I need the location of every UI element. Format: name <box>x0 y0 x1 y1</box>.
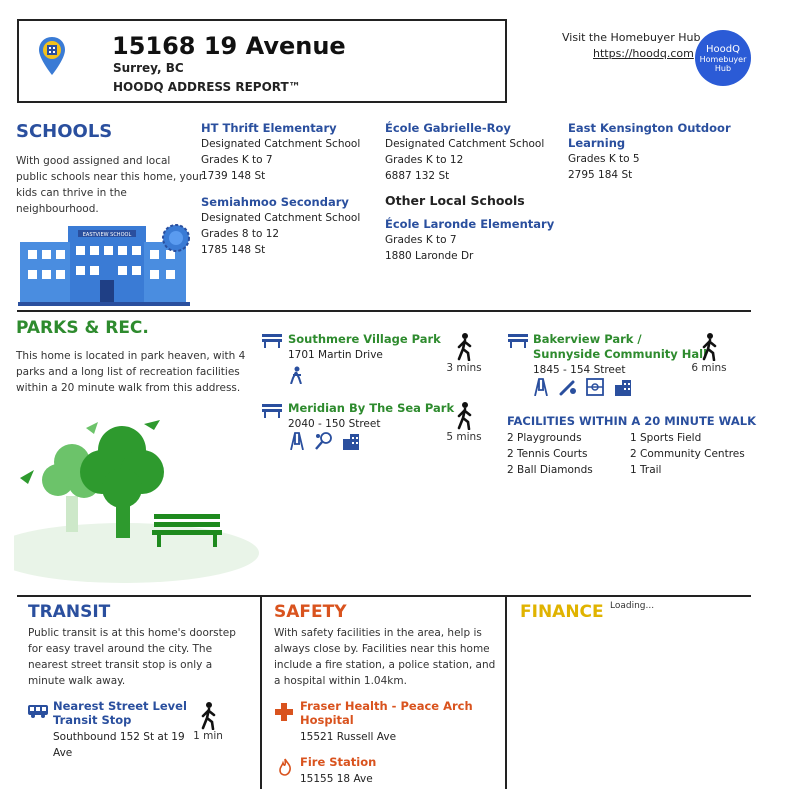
location-pin-icon <box>37 35 67 77</box>
hospital-address: 15521 Russell Ave <box>300 731 397 743</box>
school-card-semiahmoo[interactable] <box>201 195 371 258</box>
parks-description: This home is located in park heaven, with 4 parks and a long list of recreation facilities within a 20 minute walk from this address. <box>16 350 246 394</box>
report-title: HOODQ ADDRESS REPORT™ <box>113 80 301 94</box>
transit-stop-detail-line1: Southbound 152 St at 19 <box>53 731 185 743</box>
bus-icon <box>28 704 48 718</box>
baseball-icon <box>559 378 577 396</box>
tennis-icon <box>315 432 333 450</box>
park-name[interactable]: Southmere Village Park <box>288 332 441 346</box>
park-trees-illustration <box>14 418 264 588</box>
section-divider <box>17 310 751 312</box>
schools-title: SCHOOLS <box>16 121 113 142</box>
transit-stop-title-line1[interactable]: Nearest Street Level <box>53 699 187 713</box>
park-name-line2[interactable]: Sunnyside Community Hall <box>533 347 708 361</box>
transit-stop-detail-line2: Ave <box>53 747 73 759</box>
bench-icon <box>262 404 282 418</box>
walking-icon <box>700 333 718 361</box>
hospital-name-line2[interactable]: Hospital <box>300 713 354 727</box>
parks-title: PARKS & REC. <box>16 318 149 338</box>
swing-icon <box>533 378 549 396</box>
sports-field-icon <box>586 378 604 396</box>
park-facility-icons <box>289 432 366 453</box>
hospital-name-line1[interactable]: Fraser Health - Peace Arch <box>300 699 473 713</box>
bottom-divider <box>17 595 751 597</box>
walk-time: 5 mins <box>446 431 482 443</box>
hub-label: Visit the Homebuyer Hub <box>562 31 701 44</box>
school-type: Designated Catchment School <box>201 212 361 224</box>
school-grades: Grades K to 12 <box>385 154 464 166</box>
school-grades: Grades 8 to 12 <box>201 228 280 240</box>
column-divider <box>260 597 262 789</box>
hospital-cross-icon <box>274 702 294 722</box>
school-name-line1[interactable]: East Kensington Outdoor <box>568 121 731 135</box>
transit-stop-title-line2[interactable]: Transit Stop <box>53 713 132 727</box>
transit-description: Public transit is at this home's doorstep for easy travel around the city. The nearest street transit stop is only a minute walk away. <box>28 627 236 687</box>
fire-icon <box>278 758 292 776</box>
school-name[interactable]: HT Thrift Elementary <box>201 121 337 135</box>
badge-line1: HoodQ <box>706 44 740 55</box>
finance-loading: Loading... <box>610 601 655 611</box>
school-address: 1880 Laronde Dr <box>385 250 474 262</box>
park-address: 2040 - 150 Street <box>288 418 381 430</box>
school-address: 1785 148 St <box>201 244 266 256</box>
swing-icon <box>289 432 305 450</box>
address-header-box <box>17 19 507 103</box>
schools-description: With good assigned and local public schools near this home, your kids can thrive in the neighbourhood. <box>16 155 204 215</box>
school-card-gabrielle-roy[interactable] <box>385 121 555 184</box>
facility-playgrounds: 2 Playgrounds <box>507 432 582 444</box>
school-type: Designated Catchment School <box>385 138 545 150</box>
school-type: Designated Catchment School <box>201 138 361 150</box>
walking-icon <box>199 702 217 730</box>
building-sign: EASTVIEW SCHOOL <box>82 232 132 238</box>
fire-station-address: 15155 18 Ave <box>300 773 373 785</box>
school-address: 2795 184 St <box>568 169 633 181</box>
facility-ball-diamonds: 2 Ball Diamonds <box>507 464 593 476</box>
bench-icon <box>508 334 528 348</box>
badge-line3: Hub <box>714 64 732 73</box>
school-card-ht-thrift[interactable] <box>201 121 371 184</box>
school-name[interactable]: École Gabrielle-Roy <box>385 121 511 135</box>
column-divider <box>505 597 507 789</box>
facility-trail: 1 Trail <box>630 464 662 476</box>
walk-time: 3 mins <box>446 362 482 374</box>
school-card-east-kensington[interactable] <box>568 121 748 183</box>
park-name[interactable]: Meridian By The Sea Park <box>288 401 455 415</box>
school-name-line2[interactable]: Learning <box>568 136 626 150</box>
other-schools-title: Other Local Schools <box>385 193 525 208</box>
school-building-illustration <box>18 218 198 308</box>
park-facility-icons <box>533 378 638 399</box>
school-grades: Grades K to 5 <box>568 153 640 165</box>
school-name[interactable]: École Laronde Elementary <box>385 217 555 231</box>
park-address: 1701 Martin Drive <box>288 349 383 361</box>
walk-time: 1 min <box>193 730 223 742</box>
playground-icon <box>289 366 303 384</box>
community-centre-icon <box>342 432 360 450</box>
transit-title: TRANSIT <box>28 602 111 622</box>
safety-description: With safety facilities in the area, help is always close by. Facilities near this home include a fire station, a police station, and a hospital within 1.04km. <box>274 627 496 687</box>
hub-badge[interactable] <box>695 30 751 86</box>
community-centre-icon <box>614 378 632 396</box>
bench-icon <box>262 334 282 348</box>
park-address: 1845 - 154 Street <box>533 364 626 376</box>
facility-tennis: 2 Tennis Courts <box>507 448 588 460</box>
hub-link[interactable]: https://hoodq.com <box>593 47 694 60</box>
school-address: 6887 132 St <box>385 170 450 182</box>
facility-community-centres: 2 Community Centres <box>630 448 745 460</box>
facility-sports-field: 1 Sports Field <box>630 432 702 444</box>
finance-title: FINANCE <box>520 602 604 622</box>
badge-line2: Homebuyer <box>699 55 747 64</box>
walk-time: 6 mins <box>691 362 727 374</box>
park-name-line1[interactable]: Bakerview Park / <box>533 332 642 346</box>
address-city: Surrey, BC <box>113 61 184 75</box>
school-name[interactable]: Semiahmoo Secondary <box>201 195 349 209</box>
walking-icon <box>455 402 473 430</box>
school-address: 1739 148 St <box>201 170 266 182</box>
school-grades: Grades K to 7 <box>201 154 273 166</box>
fire-station-name[interactable]: Fire Station <box>300 755 377 769</box>
walking-icon <box>455 333 473 361</box>
school-card-laronde[interactable] <box>385 217 565 264</box>
school-grades: Grades K to 7 <box>385 234 457 246</box>
facilities-title: FACILITIES WITHIN A 20 MINUTE WALK <box>507 414 756 428</box>
address-title: 15168 19 Avenue <box>112 32 346 60</box>
safety-title: SAFETY <box>274 602 347 622</box>
